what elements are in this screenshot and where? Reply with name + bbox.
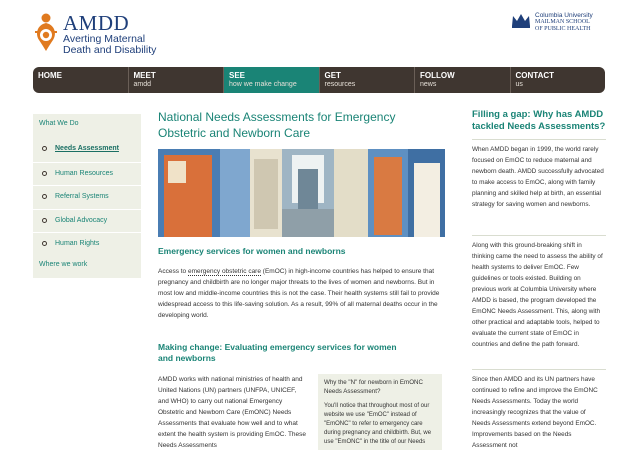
bullet-icon <box>42 194 47 199</box>
sidebar-item-label: Referral Systems <box>55 193 109 200</box>
bullet-icon <box>42 218 47 223</box>
nav-follow-label: FOLLOW <box>420 71 455 80</box>
section1-text-pre: Access to <box>158 268 188 275</box>
section-making-change-title: Making change: Evaluating emergency services for women and newborns <box>158 342 397 363</box>
sidebar-item-needs-assessment[interactable] <box>33 138 141 162</box>
nav-contact-label: CONTACT <box>515 71 555 80</box>
sidebar-item-label: Human Resources <box>55 169 113 177</box>
newborn-note-text: You'll notice that throughout most of our website we use "EmOC" instead of "EmONC" to refer to emergency care during pregnancy and childbirth. But, we use "EmONC" in the title of our Needs <box>324 403 432 445</box>
bullet-icon <box>42 171 47 176</box>
emergency-obstetric-care-link[interactable]: emergency obstetric care <box>187 268 261 275</box>
right-column <box>472 109 607 449</box>
sidebar-item-human-rights[interactable] <box>33 232 141 256</box>
right-column-title: Filling a gap: Why has AMDD tackled Needs Assessments? <box>472 109 606 132</box>
nav-follow-sub: news <box>420 81 437 88</box>
sidebar-item-label: Human Rights <box>55 240 100 247</box>
section-sidebar <box>33 114 141 278</box>
main-content <box>158 109 446 449</box>
nav-meet-label: MEET <box>133 71 156 80</box>
sidebar-item-label: Needs Assessment <box>55 145 119 152</box>
site-header <box>0 0 640 64</box>
nav-home-label: HOME <box>38 71 62 80</box>
nav-home[interactable] <box>33 67 128 93</box>
columbia-school: MAILMAN SCHOOL <box>535 19 590 25</box>
nav-see-label: SEE <box>229 71 246 80</box>
logo-subtitle-line2: Death and Disability <box>63 44 157 56</box>
nav-get[interactable] <box>319 67 415 93</box>
sidebar-item-global-advocacy[interactable] <box>33 209 141 233</box>
right-paragraph-2: Along with this ground-breaking shift in thinking came the need to assess the ability of health systems to deliver EmOC. Few guidelines or tools existed. Building on previous work at Columbia University where AMDD is based, the program developed the EmONC Needs Assessment. This, along with other practical and adaptable tools, helped to evaluate the current state of EmOC in countries and define the path forward. <box>472 242 603 348</box>
nav-get-sub: resources <box>324 81 356 88</box>
sidebar-list <box>33 138 141 256</box>
columbia-name: Columbia University <box>535 12 593 19</box>
section-making-change-text: AMDD works with national ministries of health and United Nations (UN) partners (UNFPA, UNICEF, and WHO) to carry out national Emergency Obstetric and Newborn Care (EmONC) Needs Assessments that evaluate how well and to what extent the health system is providing EmOC. These Needs Assessments <box>158 376 307 449</box>
sidebar-item-referral-systems[interactable] <box>33 185 141 209</box>
amdd-emblem-icon <box>33 12 59 52</box>
amdd-logo[interactable] <box>33 11 157 56</box>
sidebar-heading[interactable]: What We Do <box>39 120 79 127</box>
page-title: National Needs Assessments for Emergency Obstetric and Newborn Care <box>158 110 396 140</box>
crown-icon <box>511 12 531 28</box>
right-paragraph-3: Since then AMDD and its UN partners have continued to refine and improve the EmONC Needs Assessments. Today the world increasingly recognizes that the value of Needs Assessments extend beyond EmOC. Improvements based on the Needs Assessment not <box>472 376 598 449</box>
nav-see-sub: how we make change <box>229 81 297 88</box>
logo-title: AMDD <box>63 11 130 35</box>
sidebar-item-human-resources[interactable] <box>33 162 141 186</box>
section1-text-post: (EmOC) in high-income countries has helped to ensure that pregnancy and childbirth are no longer major threats to the lives of women and newborns. But in most low and middle-income countries this is not the case. Their health systems still fail to provide widespread access to this life-saving solution. As a result, 99% of all maternal deaths occur in the developing world. <box>158 268 440 319</box>
section-emergency-services-text <box>158 266 443 321</box>
logo-subtitle-line1: Averting Maternal <box>63 33 146 45</box>
nav-see[interactable] <box>223 67 319 93</box>
divider <box>472 235 606 236</box>
divider <box>472 369 606 370</box>
newborn-note-box <box>318 374 442 450</box>
divider <box>472 139 606 140</box>
bullet-icon <box>42 241 47 246</box>
right-paragraph-1: When AMDD began in 1999, the world rarely focused on EmOC to reduce maternal and newborn death. AMDD successfully advocated to make access to EmOC, along with family planning and skilled help at birth, an essential strategy for saving women and newborns. <box>472 146 604 208</box>
section-emergency-services-title: Emergency services for women and newborns <box>158 246 346 256</box>
nav-meet[interactable] <box>128 67 224 93</box>
sidebar-item-label: Global Advocacy <box>55 216 108 224</box>
nav-get-label: GET <box>324 71 341 80</box>
columbia-school-sub: OF PUBLIC HEALTH <box>535 26 591 32</box>
main-nav <box>33 67 605 93</box>
newborn-note-title: Why the "N" for newborn in EmONC Needs Assessment? <box>324 379 423 395</box>
nav-contact[interactable] <box>510 67 606 93</box>
bullet-icon <box>42 146 47 151</box>
nav-meet-sub: amdd <box>133 81 152 88</box>
columbia-logo[interactable] <box>511 10 611 38</box>
hospital-corridor-photo <box>158 149 445 237</box>
nav-follow[interactable] <box>414 67 510 93</box>
nav-contact-sub: us <box>515 81 523 88</box>
where-we-work-link[interactable]: Where we work <box>39 261 88 268</box>
